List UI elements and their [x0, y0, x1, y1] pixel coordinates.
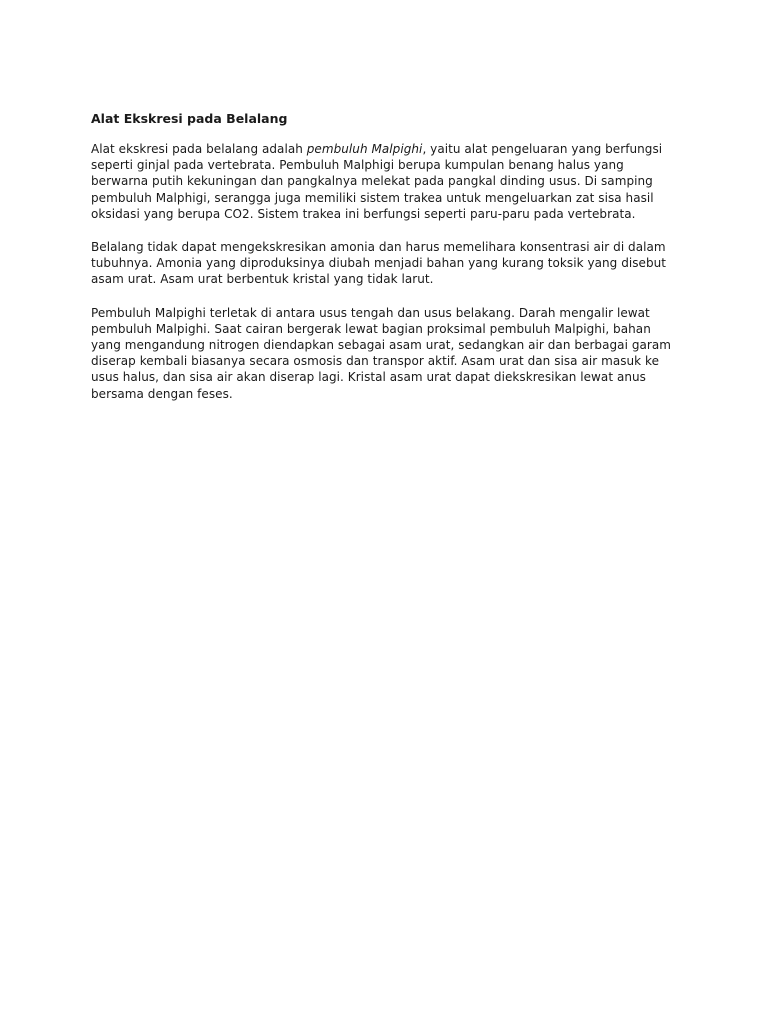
- paragraph-1: [91, 141, 681, 222]
- paragraph-1-text-end: , yaitu alat pengeluaran yang berfungsi seperti ginjal pada vertebrata. Pembuluh Malphigi berupa kumpulan benang halus yang berwarna putih kekuningan dan pangkalnya melekat pada pangkal dinding usus. Di samping pembuluh Malphigi, serangga juga memiliki sistem trakea untuk mengeluarkan zat sisa hasil oksidasi yang berupa CO2. Sistem trakea ini berfungsi seperti paru-paru pada vertebrata.: [91, 142, 663, 221]
- paragraph-1-italic-term: pembuluh Malpighi: [306, 142, 423, 156]
- paragraph-3: Pembuluh Malpighi terletak di antara usus tengah dan usus belakang. Darah mengalir lewat pembuluh Malpighi. Saat cairan bergerak lewat bagian proksimal pembuluh Malpighi, bahan yang mengandung nitrogen diendapkan sebagai asam urat, sedangkan air dan berbagai garam diserap kembali biasanya secara osmosis dan transpor aktif. Asam urat dan sisa air masuk ke usus halus, dan sisa air akan diserap lagi. Kristal asam urat dapat diekskresikan lewat anus bersama dengan feses.: [91, 305, 672, 401]
- paragraph-2: Belalang tidak dapat mengekskresikan amonia dan harus memelihara konsentrasi air di dalam tubuhnya. Amonia yang diproduksinya diubah menjadi bahan yang kurang toksik yang disebut asam urat. Asam urat berbentuk kristal yang tidak larut.: [91, 240, 667, 287]
- document-title: Alat Ekskresi pada Belalang: [91, 111, 288, 126]
- document-page: [91, 110, 681, 419]
- paragraph-1-text-start: Alat ekskresi pada belalang adalah: [91, 142, 307, 156]
